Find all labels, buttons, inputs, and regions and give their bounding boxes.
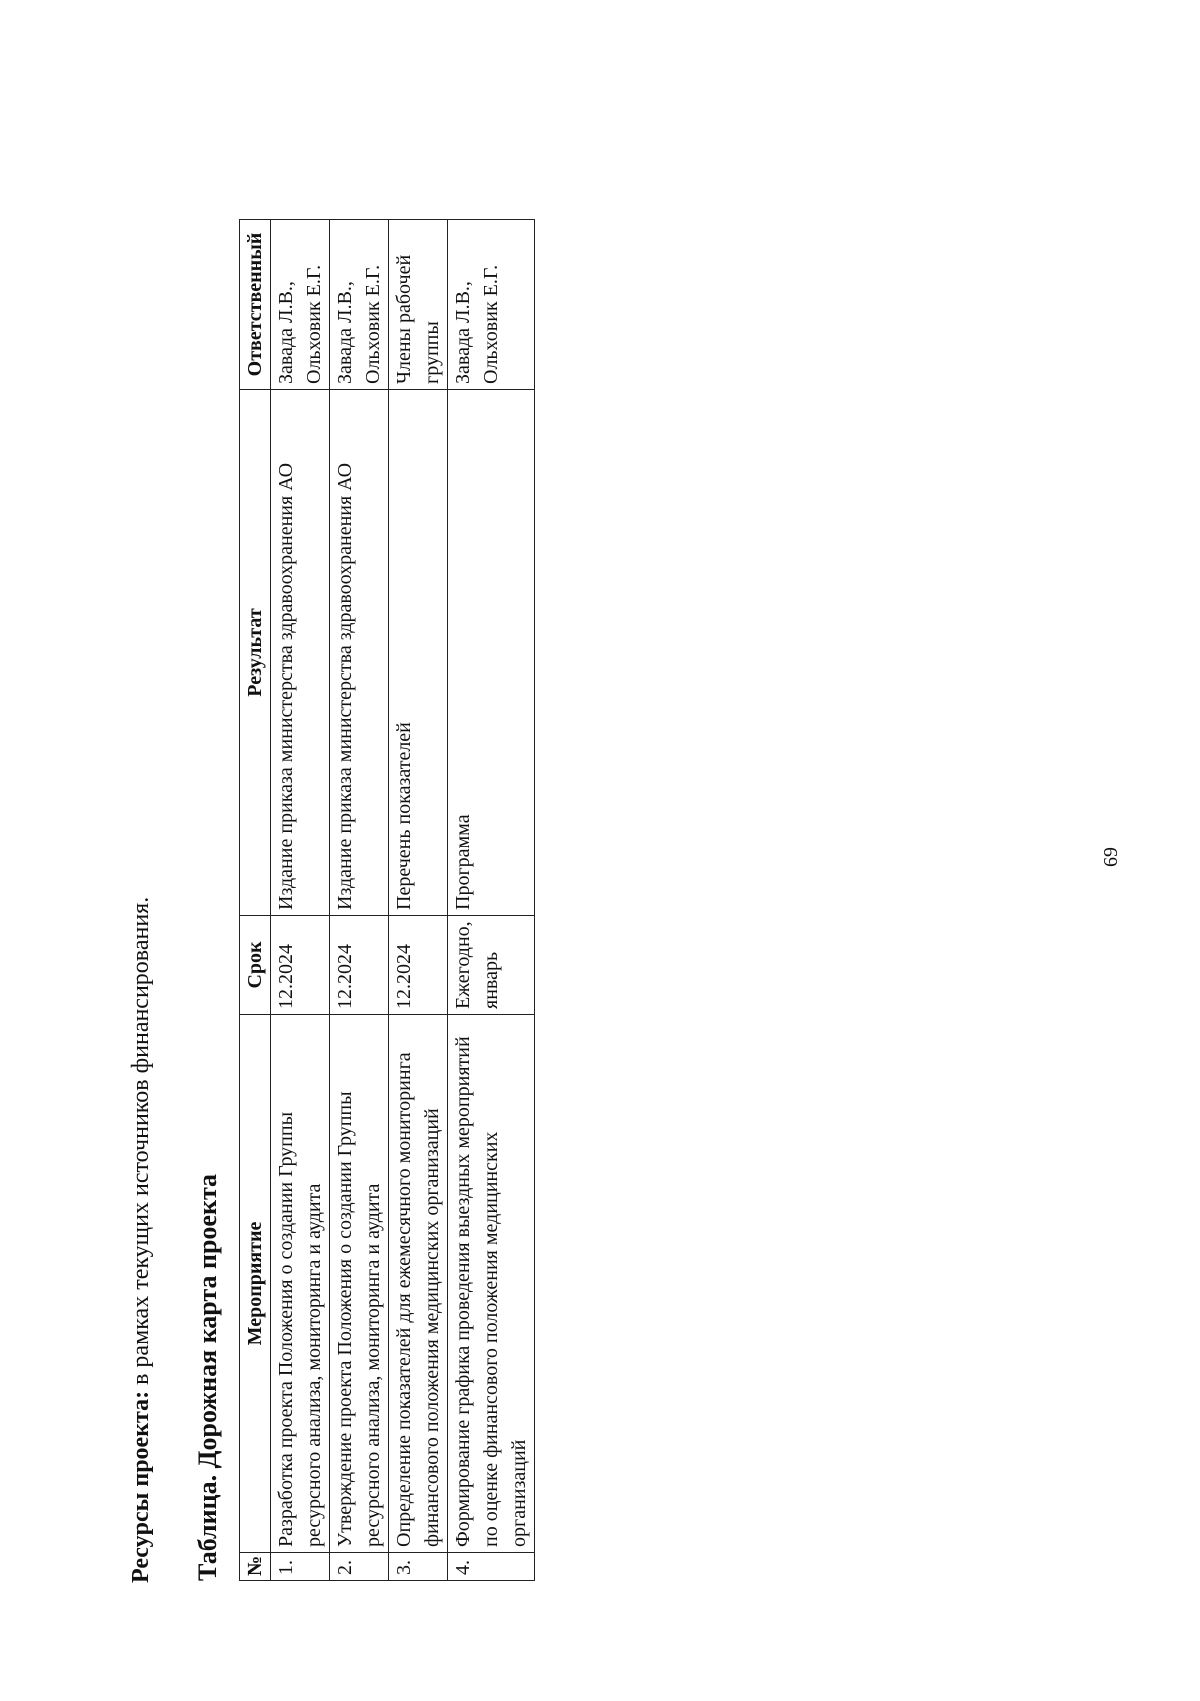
row-result: Программа [448,390,535,916]
header-deadline: Срок [240,916,271,1015]
row-activity: Разработка проекта Положения о создании Группы ресурсного анализа, мониторинга и аудита [271,1015,330,1553]
header-responsible: Ответственный [240,220,271,390]
header-result: Результат [240,390,271,916]
row-number: 1. [271,1553,330,1581]
row-activity: Утверждение проекта Положения о создании Группы ресурсного анализа, мониторинга и аудита [330,1015,389,1553]
table-row [448,220,535,1581]
row-deadline: 12.2024 [271,916,330,1015]
row-responsible: Члены рабочей группы [389,220,448,390]
row-responsible: Завада Л.В., Ольховик Е.Г. [330,220,389,390]
table-row [330,220,389,1581]
header-number: № [240,1553,271,1581]
table-row [389,220,448,1581]
header-activity: Мероприятие [240,1015,271,1553]
row-activity: Формирование графика проведения выездных мероприятий по оценке финансового положения медицинских организаций [448,1015,535,1553]
row-number: 4. [448,1553,535,1581]
row-responsible: Завада Л.В., Ольховик Е.Г. [271,220,330,390]
row-deadline: 12.2024 [330,916,389,1015]
row-result: Издание приказа министерства здравоохранения АО [271,390,330,916]
row-activity: Определение показателей для ежемесячного мониторинга финансового положения медицинских организаций [389,1015,448,1553]
row-result: Перечень показателей [389,390,448,916]
table-header-row [240,220,271,1581]
row-number: 2. [330,1553,389,1581]
row-responsible: Завада Л.В., Ольховик Е.Г. [448,220,535,390]
row-result: Издание приказа министерства здравоохранения АО [330,390,389,916]
project-resources-text: в рамках текущих источников финансирования. [128,896,154,1391]
table-title: Таблица. Дорожная карта проекта [193,1173,222,1581]
page-number: 69 [1100,847,1122,867]
roadmap-table [239,219,535,1581]
project-resources-label: Ресурсы проекта: [128,1390,154,1583]
row-number: 3. [389,1553,448,1581]
row-deadline: Ежегодно, январь [448,916,535,1015]
table-row [271,220,330,1581]
project-resources-line [128,897,155,1583]
row-deadline: 12.2024 [389,916,448,1015]
